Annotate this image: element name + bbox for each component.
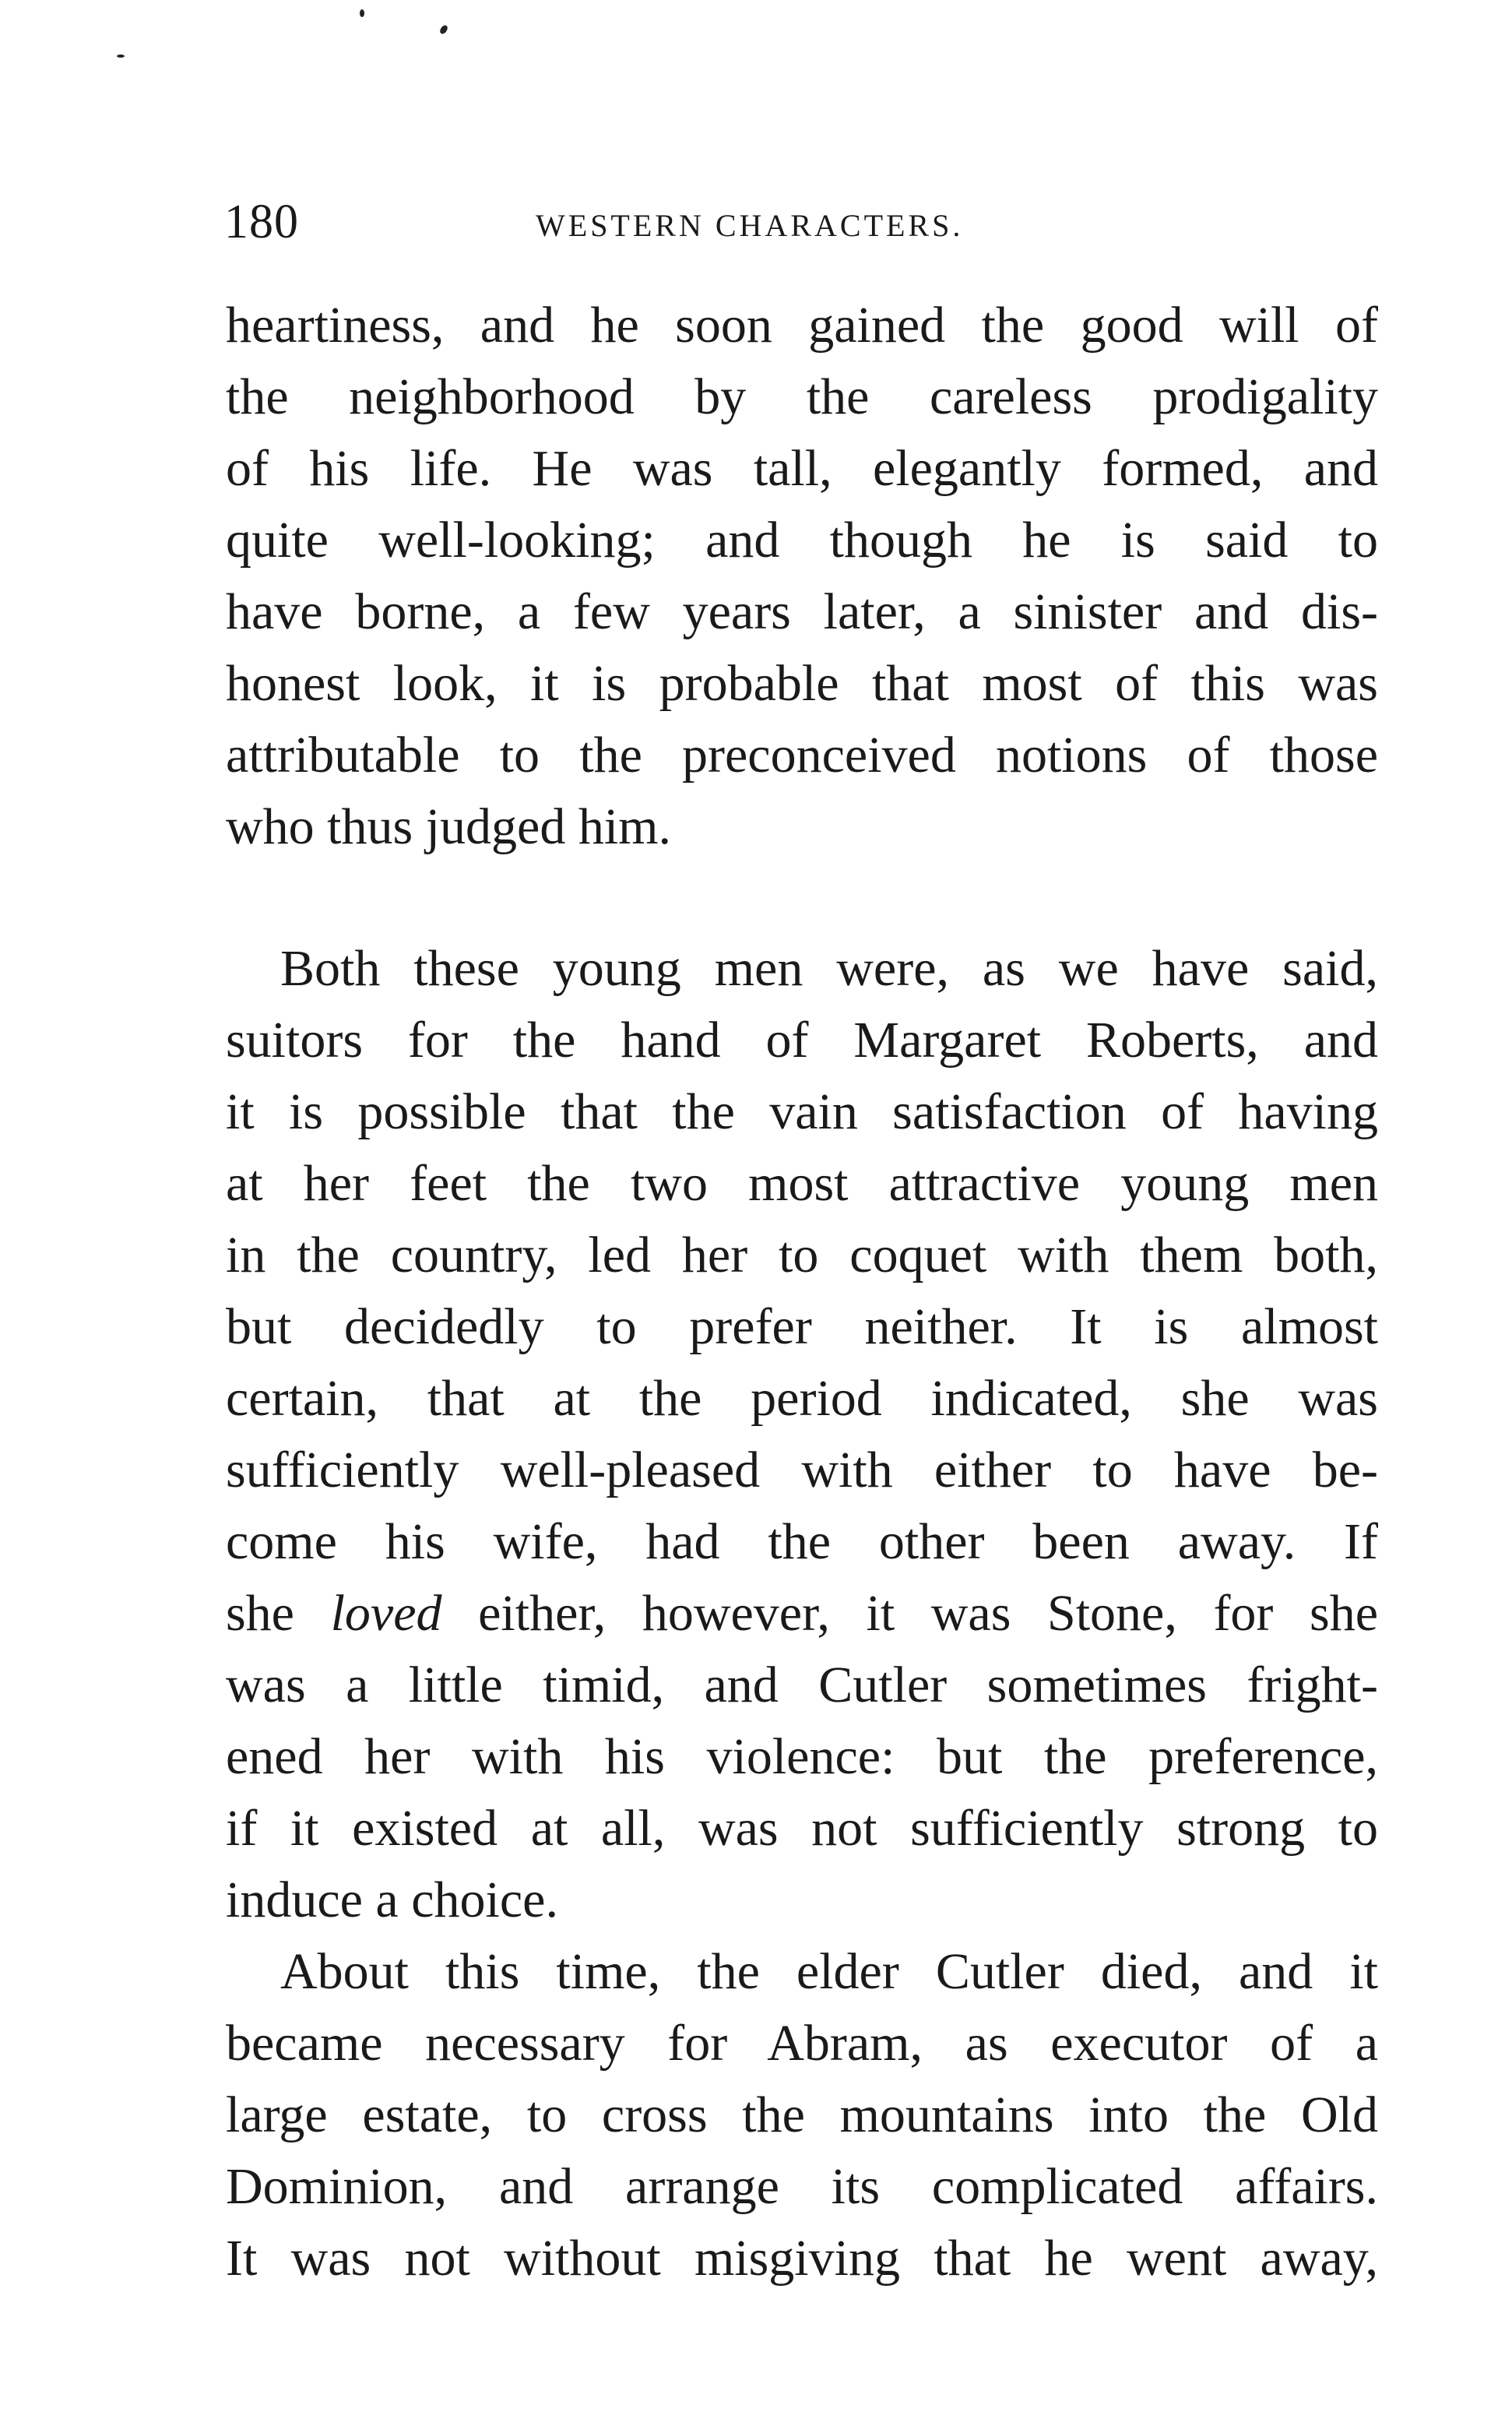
text-line: at her feet the two most attractive young men xyxy=(226,1155,1378,1212)
text-line: Both these young men were, as we have said, xyxy=(280,940,1378,997)
ink-speck xyxy=(360,9,364,17)
text-line: honest look, it is probable that most of this was xyxy=(226,655,1378,712)
text-line: became necessary for Abram, as executor of a xyxy=(226,2015,1378,2072)
page-number: 180 xyxy=(224,195,299,248)
text-line-italic xyxy=(226,1578,1378,1650)
text-span: either, however, it was Stone, for she xyxy=(441,1585,1378,1642)
text-line: come his wife, had the other been away. If xyxy=(226,1513,1378,1570)
paragraph xyxy=(226,1936,1378,2294)
text-line: in the country, led her to coquet with them both, xyxy=(226,1227,1378,1283)
text-line: induce a choice. xyxy=(226,1871,558,1928)
text-line: who thus judged him. xyxy=(226,798,671,855)
text-line: but decidedly to prefer neither. It is almost xyxy=(226,1298,1378,1355)
text-line: About this time, the elder Cutler died, and it xyxy=(280,1943,1378,2000)
text-line: heartiness, and he soon gained the good will of xyxy=(226,297,1378,354)
text-line: of his life. He was tall, elegantly formed, and xyxy=(226,440,1378,497)
text-line: it is possible that the vain satisfaction of having xyxy=(226,1083,1378,1140)
text-line: sufficiently well-pleased with either to have be- xyxy=(226,1442,1378,1498)
page-header xyxy=(224,187,1377,257)
text-line: if it existed at all, was not sufficiently strong to xyxy=(226,1800,1378,1857)
paragraph xyxy=(226,290,1378,863)
text-line: large estate, to cross the mountains into the Old xyxy=(226,2086,1378,2143)
text-line: certain, that at the period indicated, she was xyxy=(226,1370,1378,1427)
paragraph-gap xyxy=(226,863,1378,933)
ink-speck xyxy=(117,55,125,58)
text-line: ened her with his violence: but the preference, xyxy=(226,1728,1378,1785)
text-line: It was not without misgiving that he went away, xyxy=(226,2230,1378,2287)
body-text xyxy=(226,290,1378,2294)
ink-speck xyxy=(438,24,448,35)
running-head: WESTERN CHARACTERS. xyxy=(536,208,964,243)
italic-word: loved xyxy=(330,1585,442,1642)
text-line: was a little timid, and Cutler sometimes fright- xyxy=(226,1657,1378,1713)
text-line: the neighborhood by the careless prodigality xyxy=(226,368,1378,425)
text-line: attributable to the preconceived notions of those xyxy=(226,727,1378,783)
text-line: Dominion, and arrange its complicated affairs. xyxy=(226,2158,1378,2215)
text-line: quite well-looking; and though he is said to xyxy=(226,512,1378,569)
paragraph xyxy=(226,933,1378,1936)
text-line: have borne, a few years later, a sinister and dis- xyxy=(226,583,1378,640)
text-line: suitors for the hand of Margaret Roberts, and xyxy=(226,1012,1378,1069)
text-span: she xyxy=(226,1585,331,1642)
